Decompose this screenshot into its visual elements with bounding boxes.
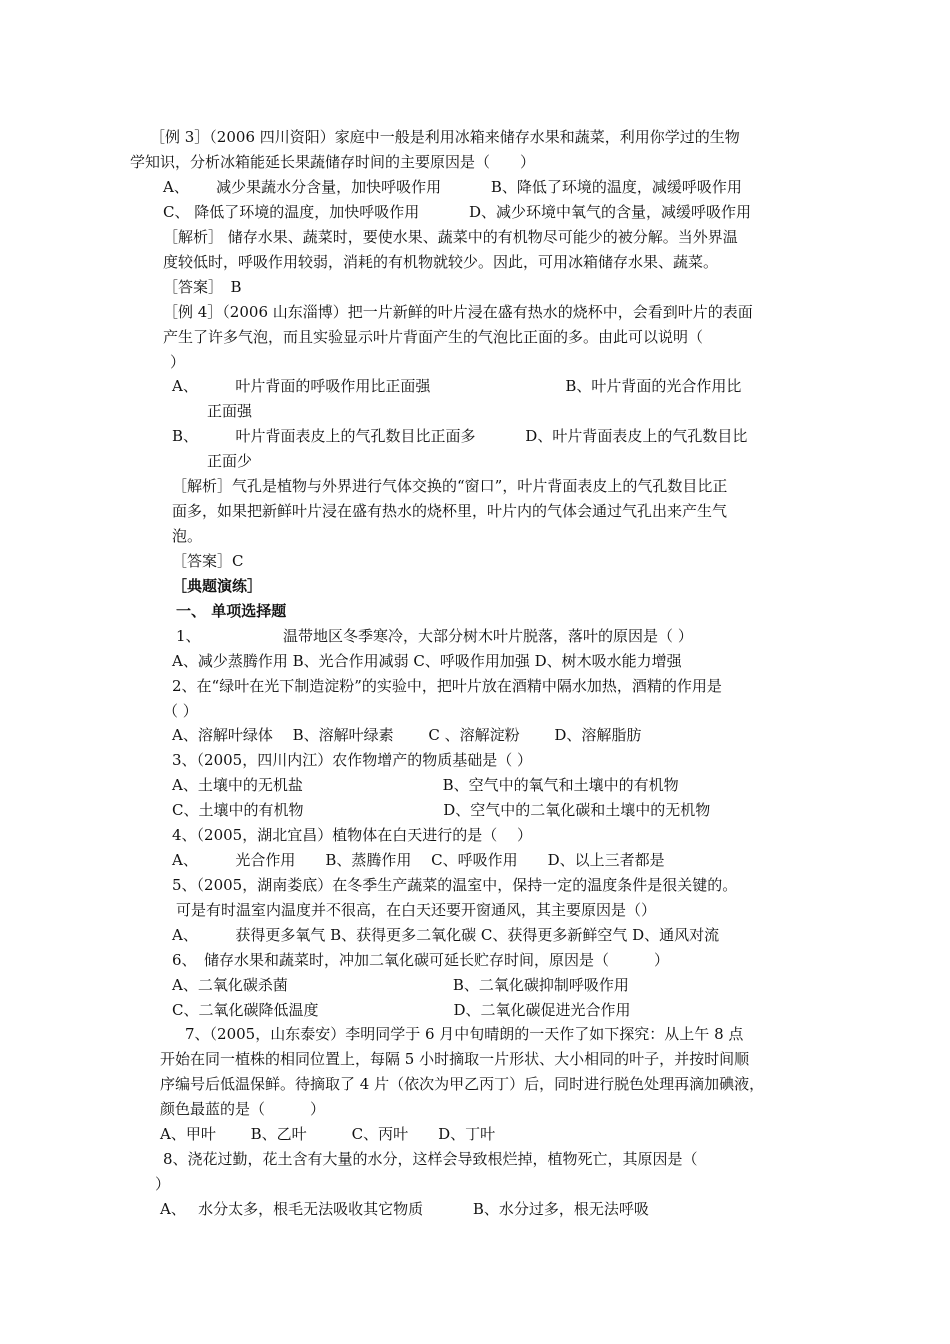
text-line: ） (170, 353, 186, 371)
text-line: 5、（2005，湖南娄底）在冬季生产蔬菜的温室中，保持一定的温度条件是很关键的。 (172, 876, 738, 894)
text-line: A、土壤中的无机盐 B、空气中的氧气和土壤中的有机物 (172, 776, 679, 794)
text-line: ［解析］ 储存水果、蔬菜时，要使水果、蔬菜中的有机物尽可能少的被分解。当外界温 (163, 228, 738, 246)
text-line: 度较低时，呼吸作用较弱，消耗的有机物就较少。因此，可用冰箱储存水果、蔬菜。 (163, 253, 719, 271)
section-heading: 一、 单项选择题 (176, 602, 287, 620)
text-line: 序编号后低温保鲜。待摘取了 4 片（依次为甲乙丙丁）后，同时进行脱色处理再滴加碘液， (160, 1075, 765, 1093)
text-line: ［例 4］（2006 山东淄博）把一片新鲜的叶片浸在盛有热水的烧杯中，会看到叶片的表面 (163, 303, 753, 321)
text-line: A、 叶片背面的呼吸作用比正面强 B、叶片背面的光合作用比 (172, 377, 742, 395)
text-line: 开始在同一植株的相同位置上，每隔 5 小时摘取一片形状、大小相同的叶子，并按时间顺 (160, 1050, 750, 1068)
section-heading: ［典题演练］ (172, 577, 263, 595)
text-line: 8、浇花过勤，花土含有大量的水分，这样会导致根烂掉，植物死亡，其原因是（ (163, 1150, 698, 1168)
text-line: A、溶解叶绿体 B、溶解叶绿素 C 、溶解淀粉 D、溶解脂肪 (172, 726, 642, 744)
text-line: 正面强 (207, 402, 253, 420)
text-line: ［答案］C (172, 552, 244, 570)
text-line: 学知识，分析冰箱能延长果蔬储存时间的主要原因是（ ） (130, 153, 536, 171)
text-line: （ ） (163, 702, 198, 720)
text-line: A、 获得更多氧气 B、获得更多二氧化碳 C、获得更多新鲜空气 D、通风对流 (172, 926, 720, 944)
text-line: ［答案］ B (163, 278, 242, 296)
text-line: ） (155, 1175, 171, 1193)
text-line: 2、在“绿叶在光下制造淀粉”的实验中，把叶片放在酒精中隔水加热，酒精的作用是 (172, 677, 722, 695)
text-line: 1、 温带地区冬季寒冷，大部分树木叶片脱落，落叶的原因是（ ） (176, 627, 693, 645)
text-line: 可是有时温室内温度并不很高，在白天还要开窗通风，其主要原因是（） (176, 901, 657, 919)
text-line: C、土壤中的有机物 D、空气中的二氧化碳和土壤中的无机物 (172, 801, 711, 819)
text-line: A、减少蒸腾作用 B、光合作用减弱 C、呼吸作用加强 D、树木吸水能力增强 (172, 652, 682, 670)
text-line: A、二氧化碳杀菌 B、二氧化碳抑制呼吸作用 (172, 976, 629, 994)
text-line: A、 减少果蔬水分含量，加快呼吸作用 B、降低了环境的温度，减缓呼吸作用 (163, 178, 742, 196)
text-line: 产生了许多气泡，而且实验显示叶片背面产生的气泡比正面的多。由此可以说明（ (163, 328, 704, 346)
text-line: ［解析］气孔是植物与外界进行气体交换的“窗口”，叶片背面表皮上的气孔数目比正 (172, 477, 728, 495)
text-line: 4、（2005，湖北宜昌）植物体在白天进行的是（ ） (172, 826, 532, 844)
text-line: B、 叶片背面表皮上的气孔数目比正面多 D、叶片背面表皮上的气孔数目比 (172, 427, 748, 445)
text-line: 面多，如果把新鲜叶片浸在盛有热水的烧杯里，叶片内的气体会通过气孔出来产生气 (172, 502, 728, 520)
text-line: C、 降低了环境的温度，加快呼吸作用 D、减少环境中氧气的含量，减缓呼吸作用 (163, 203, 752, 221)
text-line: ［例 3］（2006 四川资阳）家庭中一般是利用冰箱来储存水果和蔬菜，利用你学过的生物 (150, 128, 740, 146)
text-line: 颜色最蓝的是（ ） (160, 1100, 326, 1118)
text-line: A、甲叶 B、乙叶 C、丙叶 D、丁叶 (160, 1125, 496, 1143)
text-line: C、二氧化碳降低温度 D、二氧化碳促进光合作用 (172, 1001, 631, 1019)
text-line: 正面少 (207, 452, 253, 470)
text-line: 6、 储存水果和蔬菜时，冲加二氧化碳可延长贮存时间，原因是（ ） (172, 951, 670, 969)
text-line: 3、（2005，四川内江）农作物增产的物质基础是（ ） (172, 751, 532, 769)
text-line: 泡。 (172, 527, 203, 545)
text-line: 7、（2005，山东泰安）李明同学于 6 月中旬晴朗的一天作了如下探究：从上午 8 点 (185, 1025, 744, 1043)
text-line: A、 光合作用 B、蒸腾作用 C、呼吸作用 D、以上三者都是 (172, 851, 665, 869)
text-line: A、 水分太多，根毛无法吸收其它物质 B、水分过多，根无法呼吸 (160, 1200, 649, 1218)
